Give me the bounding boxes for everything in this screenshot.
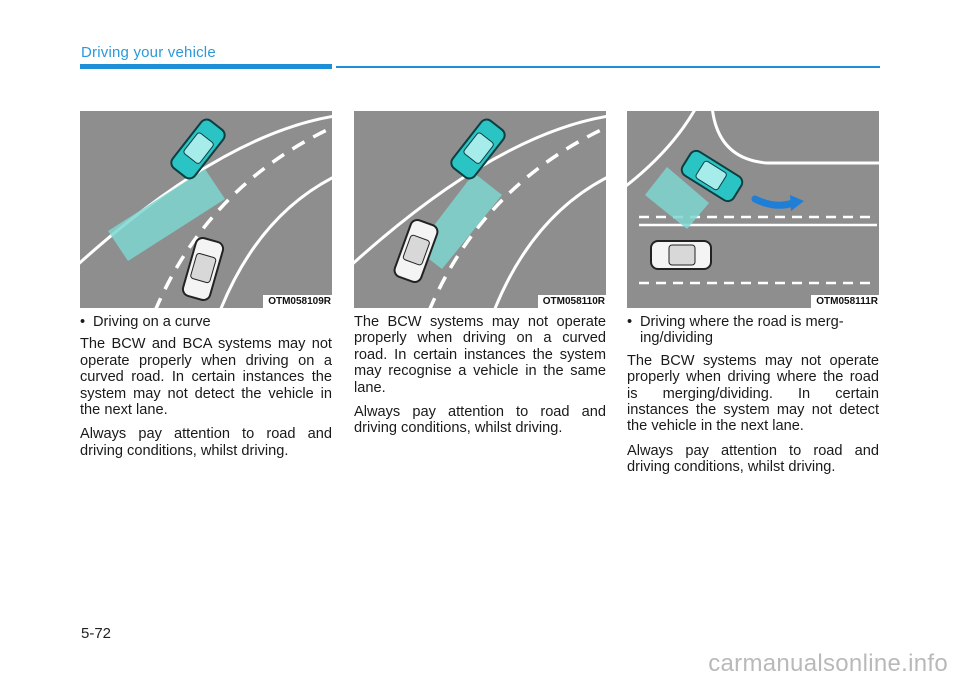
page-number: 5-72 <box>81 625 112 642</box>
body-paragraph: Always pay attention to road and driving conditions, whilst driving. <box>627 442 879 476</box>
body-paragraph: Always pay attention to road and driving conditions, whilst driving. <box>354 404 606 437</box>
adjacent-vehicle <box>181 236 224 301</box>
bullet-dot: • <box>627 314 633 330</box>
figure-code: OTM058110R <box>538 295 606 308</box>
watermark: carmanualsonline.info <box>708 650 948 677</box>
body-paragraph: The BCW systems may not operate properly when driving where the road is merging/dividing. In certain instances the system may not detect the vehicle in the next lane. <box>627 352 879 435</box>
header-rule-thick <box>80 64 332 69</box>
bullet-text: Driving where the road is merg-ing/dividing <box>640 314 844 347</box>
figure-curve-bcw-bca <box>80 111 332 308</box>
bullet-item <box>80 314 332 330</box>
adjacent-vehicle <box>651 241 711 269</box>
arrow-head-icon <box>790 195 804 211</box>
curve-road-illustration <box>80 111 332 308</box>
bullet-dot: • <box>80 314 86 330</box>
figure-code: OTM058109R <box>263 295 332 308</box>
body-paragraph: The BCW and BCA systems may not operate properly when driving on a curved road. In certain instances the system may not detect the vehicle in the next lane. <box>80 336 332 419</box>
lane-edge-line <box>712 111 879 163</box>
text-column-1 <box>80 314 332 467</box>
text-column-3 <box>627 314 879 484</box>
bullet-item <box>627 314 879 347</box>
body-paragraph: The BCW systems may not operate properly when driving on a curved road. In certain instances the system may recognise a vehicle in the same lane. <box>354 314 606 396</box>
lane-change-arrow-icon <box>755 199 793 205</box>
host-vehicle <box>168 117 227 182</box>
merging-road-illustration <box>627 111 879 308</box>
figure-merging-road <box>627 111 879 308</box>
text-column-2 <box>354 314 606 445</box>
section-title: Driving your vehicle <box>81 44 216 61</box>
curve-road-illustration <box>354 111 606 308</box>
body-paragraph: Always pay attention to road and driving conditions, whilst driving. <box>80 426 332 459</box>
figure-code: OTM058111R <box>811 295 879 308</box>
bullet-text: Driving on a curve <box>93 314 211 330</box>
figure-curve-same-lane <box>354 111 606 308</box>
host-vehicle <box>448 117 507 182</box>
header-rule-thin <box>336 66 880 68</box>
